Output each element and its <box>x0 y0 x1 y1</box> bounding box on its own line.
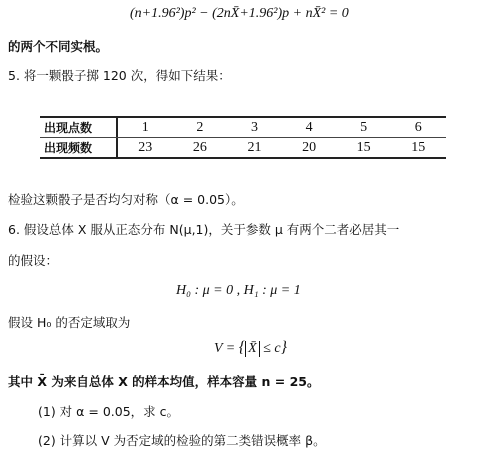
sub-question-2: (2) 计算以 V 为否定域的检验的第二类错误概率 β。 <box>38 433 326 448</box>
table-cell: 4 <box>305 119 313 135</box>
table-cell: 2 <box>196 119 204 135</box>
question-6-hypothesis-label: 的假设： <box>8 253 59 268</box>
brace-close: } <box>280 339 288 356</box>
table-cell: 6 <box>414 119 422 135</box>
abs-sample-mean: X̄ <box>245 341 260 357</box>
table-cell: 1 <box>141 119 149 135</box>
question-6-intro: 6. 假设总体 X 服从正态分布 N(μ,1)，关于参数 μ 有两个二者必居其一 <box>8 222 400 237</box>
formula-lhs: V = <box>214 341 239 356</box>
table-cell: 5 <box>360 119 368 135</box>
table-cell: 15 <box>356 139 371 155</box>
table-cell: 15 <box>411 139 426 155</box>
sample-info: 其中 X̄ 为来自总体 X 的样本均值，样本容量 n = 25。 <box>8 374 320 389</box>
row-header-frequencies: 出现频数 <box>40 138 118 157</box>
table-cell: 26 <box>192 139 207 155</box>
hypotheses: H₀ : μ = 0 , H₁ : μ = 1 <box>176 283 301 298</box>
brace-open: { <box>238 339 246 356</box>
rejection-region-label: 假设 H₀ 的否定域取为 <box>8 315 131 330</box>
table-row-frequencies <box>40 137 446 157</box>
table-cell: 23 <box>138 139 153 155</box>
sub-question-1: (1) 对 α = 0.05，求 c。 <box>38 404 179 419</box>
question-5-intro: 5. 将一颗骰子掷 120 次，得如下结果： <box>8 68 231 83</box>
formula-rest: ≤ c <box>259 341 281 356</box>
dice-results-table <box>40 116 446 159</box>
question-5-task: 检验这颗骰子是否均匀对称（α = 0.05）。 <box>8 192 244 207</box>
line-roots: 的两个不同实根。 <box>8 39 109 54</box>
rejection-region-formula <box>214 339 287 357</box>
table-row-points <box>40 118 446 137</box>
table-cell: 21 <box>247 139 262 155</box>
table-cell: 3 <box>250 119 258 135</box>
top-formula: (n+1.96²)p² − (2nX̄+1.96²)p + nX̄² = 0 <box>130 6 349 21</box>
table-cell: 20 <box>302 139 317 155</box>
row-header-points: 出现点数 <box>40 118 118 137</box>
